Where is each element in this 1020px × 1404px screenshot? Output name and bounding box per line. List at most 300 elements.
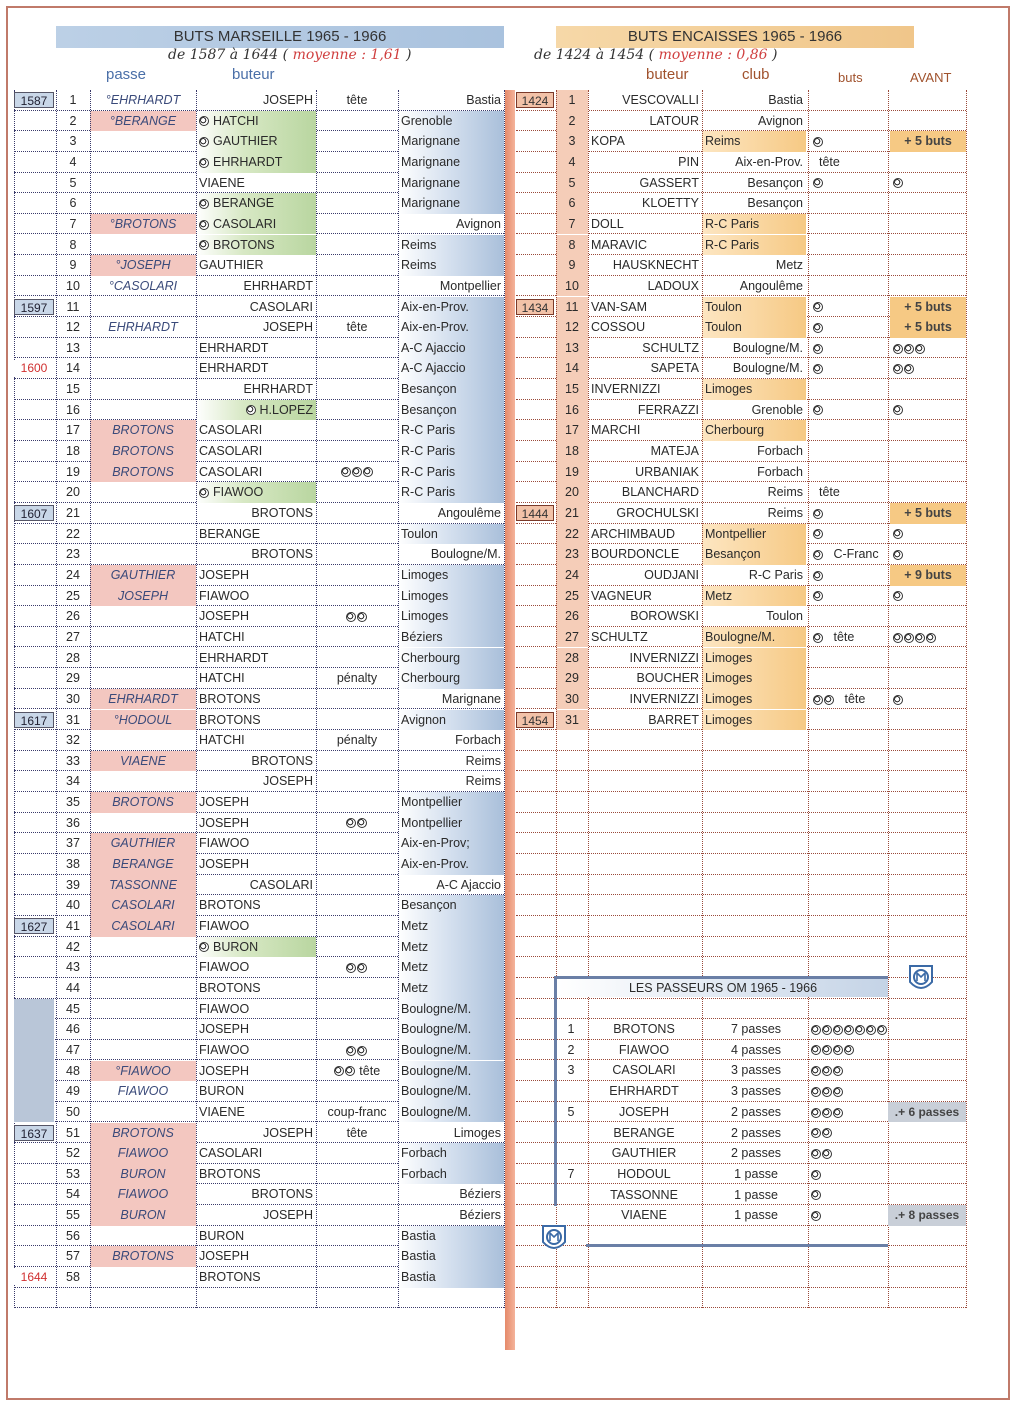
ball-group <box>813 134 824 148</box>
passer-name: EHRHARDT <box>609 1084 679 1099</box>
table-row <box>516 544 966 565</box>
conceded-goals <box>810 565 886 586</box>
goal-number: 2 <box>69 113 77 128</box>
soccer-ball-icon <box>893 344 903 354</box>
conceded-avant <box>890 235 966 256</box>
table-row <box>516 771 966 792</box>
soccer-ball-icon <box>363 467 373 477</box>
goal-passer: BROTONS <box>90 1123 196 1144</box>
goal-scorer-name: JOSEPH <box>199 1022 250 1037</box>
ball-group <box>813 568 824 582</box>
soccer-ball-icon <box>813 633 823 643</box>
goal-passer <box>90 482 196 503</box>
goal-note <box>316 255 398 276</box>
avant-text: + 5 buts <box>904 299 952 314</box>
conceded-scorer: INVERNIZZI <box>629 691 699 706</box>
goal-scorer-name: BURON <box>199 1228 245 1243</box>
passer-count: 2 passes <box>730 1146 782 1161</box>
table-row <box>14 297 504 318</box>
goal-note-text: pénalty <box>336 671 378 686</box>
goal-passer <box>90 606 196 627</box>
conceded-club: R-C Paris <box>702 214 806 235</box>
soccer-ball-icon <box>811 1045 821 1055</box>
conceded-scorer: OUDJANI <box>644 567 699 582</box>
table-row <box>14 999 504 1020</box>
table-row <box>516 627 966 648</box>
conceded-scorer: INVERNIZZI <box>591 382 661 397</box>
goal-number: 46 <box>66 1022 80 1037</box>
goal-scorer-name: BROTONS <box>251 753 313 768</box>
passer-count: 2 passes <box>730 1125 782 1140</box>
goal-opponent: Bastia <box>466 93 501 107</box>
table-row <box>516 648 966 669</box>
goal-note <box>316 710 398 731</box>
goal-scorer <box>196 1081 316 1102</box>
goal-scorer <box>196 524 316 545</box>
goal-passer <box>90 957 196 978</box>
soccer-ball-icon <box>915 344 925 354</box>
soccer-ball-icon <box>357 818 367 828</box>
goal-scorer-name: JOSEPH <box>262 93 313 107</box>
conceded-number: 8 <box>556 235 588 256</box>
conceded-goals <box>810 627 886 648</box>
passer-count: 3 passes <box>730 1084 782 1099</box>
table-row <box>516 503 966 524</box>
goal-number: 28 <box>66 650 80 665</box>
goal-scorer-name: FIAWOO <box>213 485 264 500</box>
goal-note-text: pénalty <box>336 733 378 748</box>
goal-scorer-name: HATCHI <box>199 733 245 748</box>
goal-note <box>316 1246 398 1267</box>
soccer-ball-icon <box>199 220 209 230</box>
goal-scorer <box>196 1184 316 1205</box>
passer-rank <box>554 1123 588 1144</box>
soccer-ball-icon <box>813 344 823 354</box>
goal-scorer-name: JOSEPH <box>199 1249 250 1264</box>
table-row <box>516 111 966 132</box>
goal-opponent: Aix-en-Prov. <box>398 317 504 338</box>
passer-rank: 7 <box>567 1166 575 1181</box>
ball-group <box>813 361 824 375</box>
conceded-club: Aix-en-Prov. <box>735 154 803 169</box>
conceded-number: 10 <box>556 276 588 297</box>
goal-passer <box>90 1040 196 1061</box>
goal-opponent: Boulogne/M. <box>398 1081 504 1102</box>
table-row <box>516 916 966 937</box>
goal-opponent: A-C Ajaccio <box>398 358 504 379</box>
goal-count-marker: 1627 <box>14 918 54 934</box>
goal-passer <box>90 668 196 689</box>
goal-opponent: R-C Paris <box>398 420 504 441</box>
goal-passer <box>90 544 196 565</box>
soccer-ball-icon <box>346 612 356 622</box>
soccer-ball-icon <box>822 1128 832 1138</box>
goal-passer <box>90 338 196 359</box>
table-row <box>516 358 966 379</box>
goal-opponent: Reims <box>398 235 504 256</box>
goal-passer <box>90 648 196 669</box>
goal-note <box>316 193 398 214</box>
conceded-scorer: MATEJA <box>650 444 699 459</box>
goal-number: 33 <box>66 753 80 768</box>
goal-number: 3 <box>69 134 77 149</box>
goal-passer <box>90 193 196 214</box>
passer-rank: 2 <box>567 1042 575 1057</box>
soccer-ball-icon <box>199 488 209 498</box>
goal-scorer <box>196 90 316 111</box>
table-row <box>14 235 504 256</box>
goal-number: 50 <box>66 1104 80 1119</box>
soccer-ball-icon <box>926 633 936 643</box>
goal-opponent: Boulogne/M. <box>430 547 501 562</box>
goal-scorer-name: JOSEPH <box>199 857 250 872</box>
conceded-number: 5 <box>556 173 588 194</box>
soccer-ball-icon <box>813 405 823 415</box>
goal-opponent: Béziers <box>459 1208 501 1223</box>
goal-opponent: Boulogne/M. <box>398 1019 504 1040</box>
goal-opponent: Metz <box>398 957 504 978</box>
goal-note <box>316 214 398 235</box>
passer-extra: .+ 6 passes <box>888 1102 966 1123</box>
goal-note <box>316 441 398 462</box>
soccer-ball-icon <box>813 529 823 539</box>
soccer-ball-icon <box>893 695 903 705</box>
conceded-goals <box>810 586 886 607</box>
soccer-ball-icon <box>811 1190 821 1200</box>
conceded-scorer: GROCHULSKI <box>616 506 699 520</box>
soccer-ball-icon <box>893 364 903 374</box>
ball-group <box>811 1084 844 1098</box>
goal-scorer <box>196 565 316 586</box>
conceded-avant <box>890 379 966 400</box>
table-row <box>516 586 966 607</box>
goal-note <box>316 648 398 669</box>
goal-scorer <box>196 668 316 689</box>
goal-opponent: Montpellier <box>439 278 501 293</box>
goal-passer: BURON <box>90 1205 196 1226</box>
soccer-ball-icon <box>824 695 834 705</box>
col-passe: passe <box>106 66 147 83</box>
goal-opponent: Toulon <box>398 524 504 545</box>
goal-scorer <box>196 854 316 875</box>
goal-number: 22 <box>66 526 80 541</box>
ball-group <box>813 547 824 561</box>
goal-number: 38 <box>66 857 80 872</box>
goal-scorer-name: FIAWOO <box>199 919 250 933</box>
passer-rank <box>554 1143 588 1164</box>
goal-scorer <box>196 1061 316 1082</box>
ball-group <box>813 176 824 190</box>
soccer-ball-icon <box>833 1108 843 1118</box>
goal-scorer <box>196 627 316 648</box>
conceded-scorer: VAGNEUR <box>591 588 652 603</box>
goal-passer <box>90 978 196 999</box>
ball-group <box>813 692 835 706</box>
conceded-goals <box>810 358 886 379</box>
goal-scorer-name: BURON <box>199 1084 245 1099</box>
goal-number: 41 <box>66 919 80 933</box>
goal-opponent: Aix-en-Prov. <box>398 854 504 875</box>
goal-opponent: Boulogne/M. <box>398 1040 504 1061</box>
goal-note <box>316 420 398 441</box>
goal-passer: BURON <box>90 1164 196 1185</box>
passer-row <box>554 1081 974 1102</box>
goal-number: 36 <box>66 815 80 830</box>
soccer-ball-icon <box>866 1025 876 1035</box>
goal-number: 29 <box>66 671 80 686</box>
goal-passer <box>90 400 196 421</box>
conceded-avant <box>890 648 966 669</box>
ball-group <box>346 609 368 623</box>
goal-number: 16 <box>66 402 80 417</box>
goal-scorer-name: BERANGE <box>213 196 275 211</box>
conceded-goals <box>810 276 886 297</box>
goal-scorer-name: BURON <box>213 939 259 954</box>
table-row <box>14 916 504 937</box>
conceded-goals <box>810 462 886 483</box>
conceded-goals <box>810 544 886 565</box>
conceded-number: 7 <box>556 214 588 235</box>
soccer-ball-icon <box>893 529 903 539</box>
conceded-number: 25 <box>556 586 588 607</box>
table-row <box>14 606 504 627</box>
conceded-club: Toulon <box>766 609 803 624</box>
conceded-scorer: SCHULTZ <box>591 629 648 644</box>
goal-scorer-name: CASOLARI <box>199 464 263 479</box>
conceded-number: 4 <box>556 152 588 173</box>
goal-note <box>316 771 398 792</box>
goal-count-marker: 1617 <box>14 712 54 728</box>
conceded-avant <box>890 420 966 441</box>
conceded-avant <box>890 482 966 503</box>
goal-scorer-name: BROTONS <box>199 1270 261 1285</box>
goal-opponent: Boulogne/M. <box>398 1102 504 1123</box>
goal-scorer-name: JOSEPH <box>262 1208 313 1223</box>
goal-passer: °BROTONS <box>90 214 196 235</box>
table-row <box>516 420 966 441</box>
table-row <box>14 420 504 441</box>
conceded-scorer: BOUCHER <box>636 671 699 686</box>
passer-rank <box>554 1081 588 1102</box>
soccer-ball-icon <box>893 633 903 643</box>
goal-opponent: Marignane <box>398 193 504 214</box>
goal-number: 51 <box>66 1125 80 1140</box>
goal-scorer <box>196 1246 316 1267</box>
ball-group <box>346 960 368 974</box>
table-row <box>14 875 504 896</box>
goal-passer <box>90 730 196 751</box>
passer-rank <box>554 1205 588 1226</box>
soccer-ball-icon <box>822 1108 832 1118</box>
conceded-goals <box>810 193 886 214</box>
soccer-ball-icon <box>246 405 256 415</box>
table-row <box>14 627 504 648</box>
goal-number: 39 <box>66 877 80 892</box>
goal-number: 5 <box>69 175 77 190</box>
soccer-ball-icon <box>813 178 823 188</box>
soccer-ball-icon <box>813 509 823 519</box>
goal-scorer <box>196 1123 316 1144</box>
goal-opponent: A-C Ajaccio <box>436 877 501 892</box>
goal-passer: EHRHARDT <box>108 320 178 335</box>
conceded-club: Toulon <box>702 317 806 338</box>
conceded-number: 20 <box>556 482 588 503</box>
table-row <box>14 1288 504 1309</box>
goal-number: 44 <box>66 980 80 995</box>
passer-balls <box>808 1185 888 1206</box>
goal-number: 25 <box>66 588 80 603</box>
conceded-goals <box>810 90 886 111</box>
goal-opponent: Metz <box>398 937 504 958</box>
goal-note <box>316 999 398 1020</box>
soccer-ball-icon <box>844 1045 854 1055</box>
col-avant: AVANT <box>910 70 952 85</box>
conceded-goals <box>810 482 886 503</box>
goal-passer: CASOLARI <box>90 916 196 937</box>
soccer-ball-icon <box>893 178 903 188</box>
table-row <box>14 895 504 916</box>
soccer-ball-icon <box>904 364 914 374</box>
goal-opponent: Metz <box>398 916 504 937</box>
conceded-avant <box>890 689 966 710</box>
highlight-band <box>14 999 54 1123</box>
table-row <box>14 544 504 565</box>
soccer-ball-icon <box>833 1066 843 1076</box>
table-row <box>516 668 966 689</box>
col-buteur: buteur <box>232 66 275 83</box>
goal-number: 58 <box>66 1270 80 1285</box>
goal-number: 43 <box>66 960 80 975</box>
goal-number: 26 <box>66 609 80 624</box>
soccer-ball-icon <box>199 942 209 952</box>
goal-note-text: tête <box>355 1063 381 1078</box>
ball-group <box>811 1043 855 1057</box>
table-row <box>14 255 504 276</box>
table-row <box>14 524 504 545</box>
conceded-avant <box>890 462 966 483</box>
goal-note <box>316 524 398 545</box>
goal-number: 1 <box>69 93 77 107</box>
goal-note <box>316 730 398 751</box>
conceded-scorer: LATOUR <box>649 113 699 128</box>
ball-group <box>813 300 824 314</box>
conceded-goal-note: tête <box>830 629 855 644</box>
goal-note <box>316 854 398 875</box>
table-row <box>14 648 504 669</box>
goal-scorer-name: FIAWOO <box>199 588 250 603</box>
col-buts: buts <box>838 70 863 85</box>
passer-row <box>554 1143 974 1164</box>
avant-text: + 9 buts <box>904 567 952 582</box>
conceded-goals <box>810 689 886 710</box>
goal-note <box>316 627 398 648</box>
goal-scorer <box>196 111 316 132</box>
conceded-number: 22 <box>556 524 588 545</box>
conceded-club: Besançon <box>747 175 803 190</box>
goal-scorer-name: BROTONS <box>199 691 261 706</box>
goal-opponent: Boulogne/M. <box>398 999 504 1020</box>
passer-row <box>554 1019 974 1040</box>
conceded-number: 16 <box>556 400 588 421</box>
goal-number: 55 <box>66 1208 80 1223</box>
goal-scorer-name: BROTONS <box>213 237 275 252</box>
goal-number: 12 <box>66 320 80 335</box>
table-row <box>516 173 966 194</box>
goal-scorer-name: JOSEPH <box>199 567 250 582</box>
goal-scorer-name: EHRHARDT <box>199 650 269 665</box>
table-row <box>516 317 966 338</box>
goal-number: 10 <box>66 278 80 293</box>
ball-group <box>893 527 904 541</box>
goal-note <box>316 606 398 627</box>
goal-scorer <box>196 1226 316 1247</box>
goal-passer: BROTONS <box>90 792 196 813</box>
right-paren: ) <box>772 47 778 63</box>
conceded-club: Limoges <box>702 710 806 731</box>
goal-note <box>316 276 398 297</box>
ball-group <box>341 465 374 479</box>
goal-number: 32 <box>66 733 80 748</box>
goal-passer: JOSEPH <box>90 586 196 607</box>
ball-group <box>893 547 904 561</box>
goal-opponent: Aix-en-Prov; <box>398 833 504 854</box>
soccer-ball-icon <box>811 1066 821 1076</box>
conceded-goals <box>810 648 886 669</box>
conceded-club: Limoges <box>702 689 806 710</box>
goal-passer: TASSONNE <box>90 875 196 896</box>
table-row <box>516 214 966 235</box>
conceded-goals <box>810 131 886 152</box>
conceded-scorer: URBANIAK <box>635 464 699 479</box>
ball-group <box>893 361 915 375</box>
column-rule <box>316 90 317 1308</box>
passer-name: JOSEPH <box>618 1104 669 1119</box>
goal-scorer <box>196 771 316 792</box>
soccer-ball-icon <box>822 1066 832 1076</box>
passer-name: BERANGE <box>613 1125 675 1140</box>
conceded-avant <box>890 297 966 318</box>
avant-text: + 5 buts <box>904 134 952 149</box>
ball-group <box>811 1188 822 1202</box>
passer-name: GAUTHIER <box>611 1146 677 1161</box>
goal-scorer-name: EHRHARDT <box>213 154 283 169</box>
goal-note <box>316 957 398 978</box>
passer-name: VIAENE <box>621 1208 667 1223</box>
table-row <box>14 214 504 235</box>
row-rule <box>14 1307 504 1308</box>
ball-group <box>813 403 824 417</box>
table-row <box>516 90 966 111</box>
table-row <box>14 1061 504 1082</box>
goal-note <box>316 813 398 834</box>
goal-note <box>316 338 398 359</box>
goal-number: 24 <box>66 567 80 582</box>
conceded-club: Limoges <box>702 668 806 689</box>
passer-count: 4 passes <box>730 1042 782 1057</box>
goal-note <box>316 1267 398 1288</box>
left-range: de 1587 à 1644 ( <box>168 47 289 63</box>
table-row <box>516 131 966 152</box>
passer-balls <box>808 1205 888 1226</box>
soccer-ball-icon <box>904 344 914 354</box>
table-row <box>14 317 504 338</box>
goal-number: 49 <box>66 1084 80 1099</box>
soccer-ball-icon <box>813 571 823 581</box>
left-subtitle <box>168 47 412 63</box>
goal-passer: °EHRHARDT <box>105 93 181 107</box>
goal-scorer <box>196 214 316 235</box>
ball-group <box>893 630 937 644</box>
